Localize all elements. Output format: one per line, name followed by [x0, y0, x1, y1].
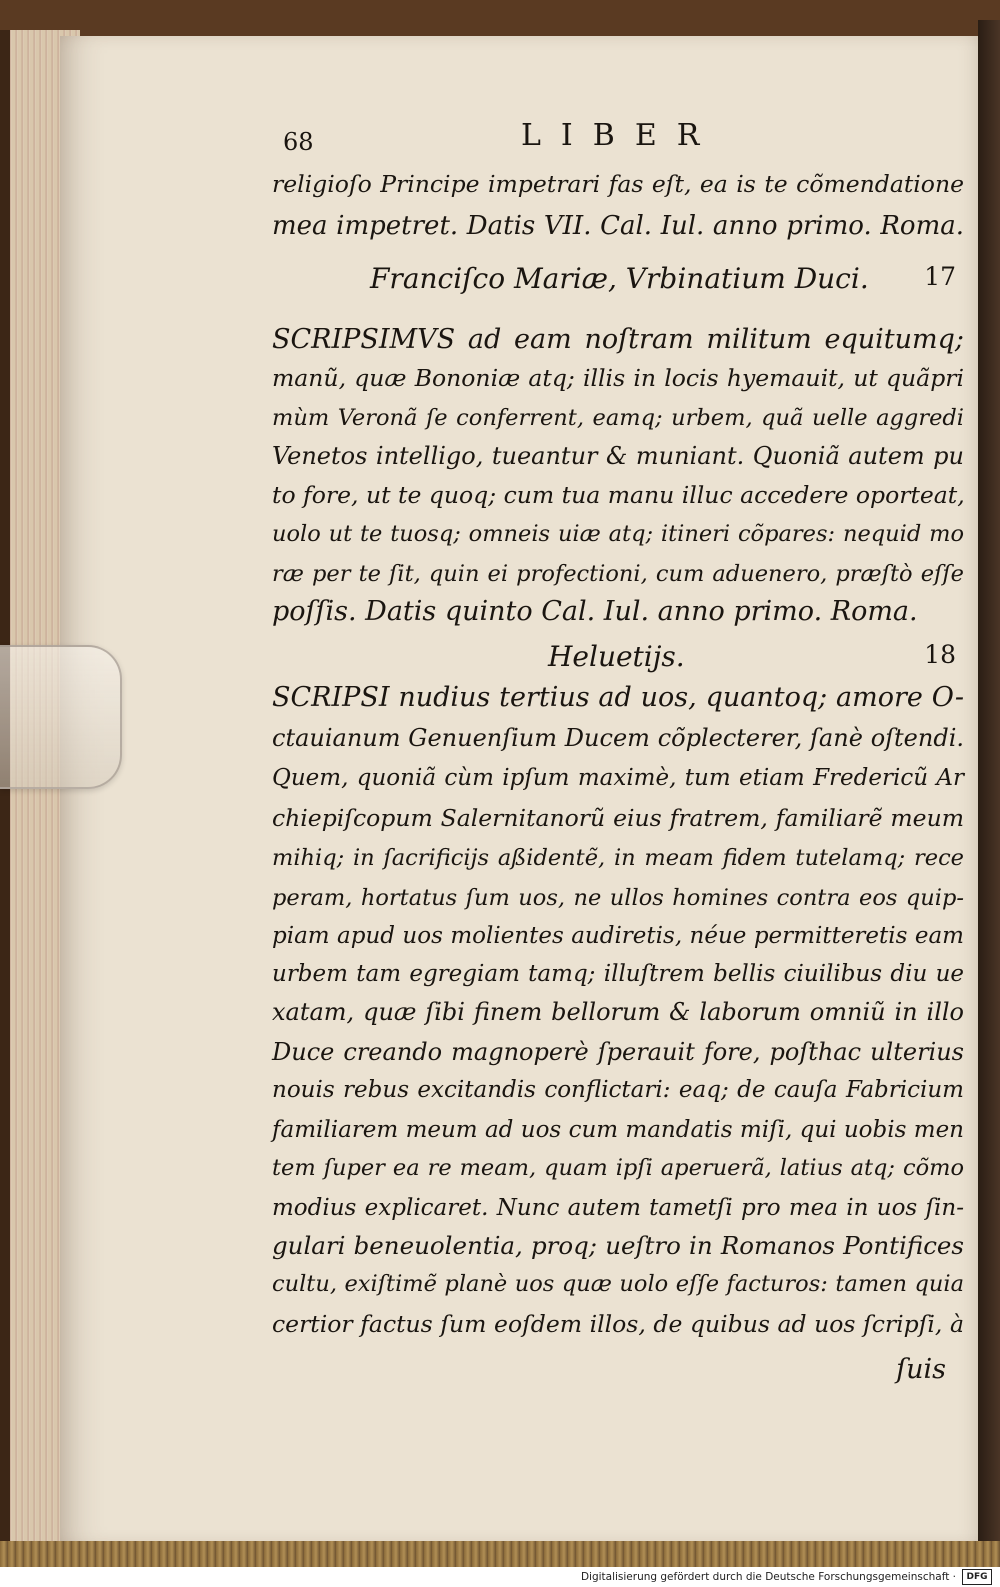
page-number: 68: [283, 128, 314, 156]
text-line: xatam, quæ ſibi finem bellorum & laborum omniũ in illo: [272, 998, 964, 1026]
text-line: modius explicaret. Nunc autem tametſi pro mea in uos ſin-: [272, 1195, 964, 1221]
digitization-footer: [0, 1567, 1000, 1587]
gilt-bottom-edge: [0, 1541, 1000, 1567]
text-line: SCRIPSI nudius tertius ad uos, quantoq; amore O-: [272, 682, 964, 713]
text-line: certior factus ſum eoſdem illos, de quibus ad uos ſcripſi, à: [272, 1310, 964, 1338]
text-line: ræ per te ſit, quin ei profectioni, cum aduenero, præſtò eſſe: [272, 561, 964, 587]
text-line: gulari beneuolentia, proq; ueſtro in Romanos Pontifices: [272, 1231, 964, 1260]
book-cover-right: [978, 20, 1000, 1560]
letter-title: Heluetijs.: [548, 640, 685, 673]
text-line: ctauianum Genuenſium Ducem cõplecterer, ſanè oſtendi.: [272, 724, 964, 752]
text-line: mùm Veronã ſe conferrent, eamq; urbem, quã uelle aggredi: [272, 405, 964, 431]
letter-heading: [272, 640, 964, 678]
dfg-logo-icon: DFG: [962, 1569, 992, 1585]
text-line: urbem tam egregiam tamq; illuſtrem bellis ciuilibus diu ue: [272, 961, 964, 987]
text-line: SCRIPSIMVS ad eam noſtram militum equitumq;: [272, 324, 964, 355]
letter-title: Franciſco Mariæ, Vrbinatium Duci.: [370, 262, 869, 295]
page-header: [283, 118, 963, 158]
text-line: mihiq; in ſacrificijs aßidentẽ, in meam fidem tutelamq; rece: [272, 845, 964, 871]
text-line: Duce creando magnoperè ſperauit fore, poſthac ulterius: [272, 1038, 964, 1066]
text-line: to fore, ut te quoq; cum tua manu illuc accedere oporteat,: [272, 481, 965, 509]
letter-number: 17: [924, 262, 956, 291]
page-clip: [0, 645, 122, 789]
text-line: nouis rebus excitandis conflictari: eaq; de cauſa Fabricium: [272, 1077, 964, 1103]
letter-number: 18: [924, 640, 956, 669]
text-line: cultu, exiſtimẽ planè uos quæ uolo eſſe facturos: tamen quia: [272, 1271, 964, 1297]
text-line: tem ſuper ea re meam, quam ipſi aperuerã, latius atq; cõmo: [272, 1155, 964, 1181]
text-line: manũ, quæ Bononiæ atq; illis in locis hyemauit, ut quãpri: [272, 364, 964, 392]
footer-text: Digitalisierung gefördert durch die Deutsche Forschungsgemeinschaft ·: [580, 1571, 956, 1583]
catchword: ſuis: [896, 1354, 946, 1385]
text-line: chiepiſcopum Salernitanorũ eius fratrem, familiarẽ meum: [272, 804, 964, 832]
book-cover-edge: [0, 30, 10, 1550]
text-line: poſſis. Datis quinto Cal. Iul. anno primo. Roma.: [272, 596, 918, 627]
letter-heading: [272, 262, 964, 300]
text-line: mea impetret. Datis VII. Cal. Iul. anno primo. Roma.: [272, 211, 964, 241]
text-line: peram, hortatus ſum uos, ne ullos homines contra eos quip-: [272, 885, 964, 911]
running-head: LIBER: [521, 118, 720, 153]
text-line: piam apud uos molientes audiretis, néue permitteretis eam: [272, 923, 964, 949]
text-line: Venetos intelligo, tueantur & muniant. Quoniã autem pu: [272, 442, 964, 470]
text-line: Quem, quoniã cùm ipſum maximè, tum etiam Fredericũ Ar: [272, 765, 964, 791]
text-line: religioſo Principe impetrari fas eſt, ea is te cõmendatione: [272, 170, 964, 198]
text-line: familiarem meum ad uos cum mandatis miſi, qui uobis men: [272, 1117, 964, 1143]
text-line: uolo ut te tuosq; omneis uiæ atq; itineri cõpares: nequid mo: [272, 521, 964, 547]
